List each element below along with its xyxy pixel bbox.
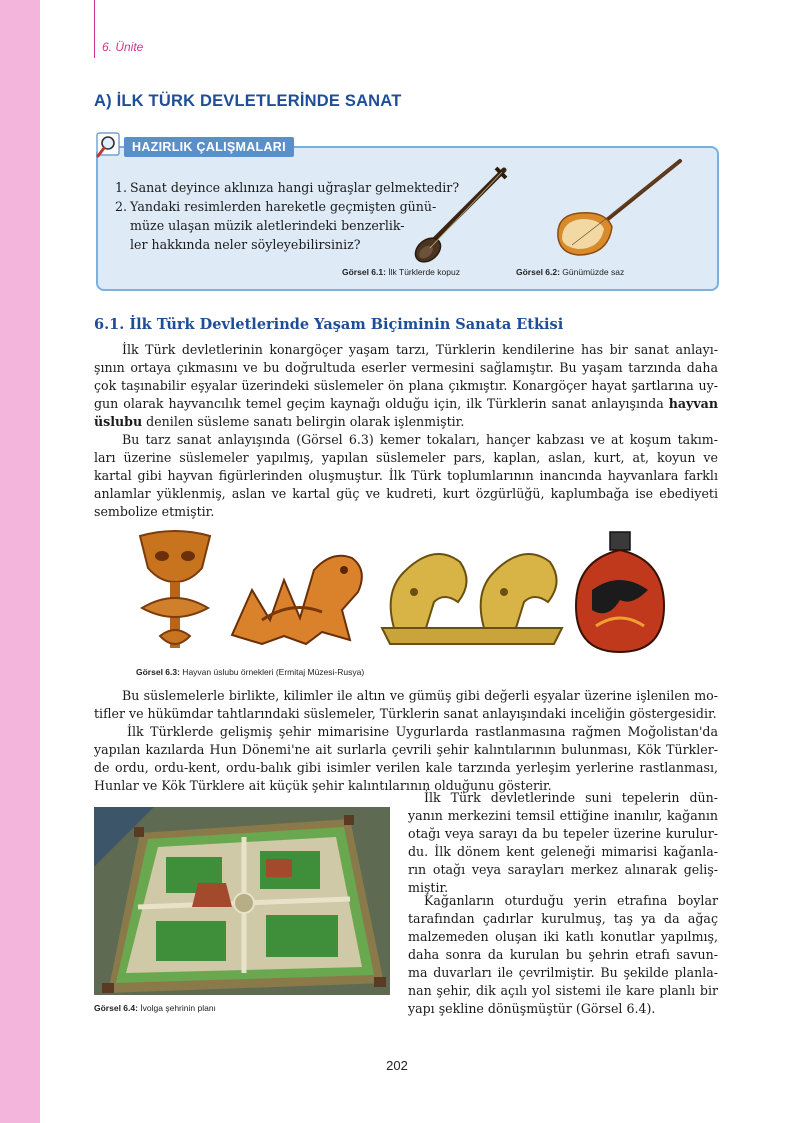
paragraph-4-line: de ordu, ordu-kent, ordu-balık gibi isimler verilen kale tarzında yerleşim yerlerine rastlanması,: [94, 760, 718, 775]
section-title: A) İLK TÜRK DEVLETLERİNDE SANAT: [94, 92, 402, 110]
paragraph-6-line: tarafından çadırlar kurulmuş, taş ya da ağaç: [408, 911, 718, 926]
paragraph-6-line: malzemeden oluşan iki katlı konutlar yapılmış,: [408, 929, 718, 944]
paragraph-1-line: şının ortaya çıkmasını ve bu doğrultuda eserler vermesini sağlamıştır. Bu yaşam tarzında daha: [94, 360, 718, 375]
figure-6-2-caption: Görsel 6.2: Günümüzde saz: [516, 267, 625, 277]
unit-rule: [94, 0, 95, 58]
paragraph-4-line: yapılan kazılarda Hun Dönemi'ne ait surlarla çevrili şehir kalıntılarının bulunması, Kök Türkler-: [94, 742, 718, 757]
figure-6-1-caption: Görsel 6.1: İlk Türklerde kopuz: [342, 267, 460, 277]
paragraph-1-line: İlk Türk devletlerinin konargöçer yaşam tarzı, Türklerin kendilerine has bir sanat anlayı-: [122, 342, 718, 357]
artifact-ibex-image: [374, 532, 570, 650]
paragraph-5-line: İlk Türk devletlerinde suni tepelerin dün-: [424, 790, 718, 805]
question-2: 2. Yandaki resimlerden hareketle geçmişten günü-: [115, 199, 437, 214]
preparation-tab: HAZIRLIK ÇALIŞMALARI: [124, 137, 294, 157]
paragraph-5-line: du. İlk dönem kent geleneği mimarisi kağanla-: [408, 844, 718, 859]
paragraph-3-line: Bu süslemelerle birlikte, kilimler ile altın ve gümüş gibi değerli eşyalar üzerine işlenilen mo-: [122, 688, 718, 703]
magnifier-icon: [96, 131, 124, 161]
paragraph-5-line: yanın merkezini temsil ettiğine inanılır, kağanın: [408, 808, 718, 823]
paragraph-6-line: Kağanların oturduğu yerin etrafına boylar: [424, 893, 718, 908]
paragraph-2-line: anlamlar yüklenmiş, aslan ve kartal güç ve kudreti, kurt özgürlüğü, kaplumbağa ise ebediyeti: [94, 486, 718, 501]
paragraph-1-line: çok taşınabilir eşyalar üzerindeki süslemeler ön plana çıkmıştır. Konargöçer hayat şartlarına uy-: [94, 378, 718, 393]
page-margin-band: [0, 0, 40, 1123]
saz-image: [548, 155, 698, 265]
question-1: 1. Sanat deyince aklınıza hangi uğraşlar gelmektedir?: [115, 180, 460, 195]
question-2-line-3: ler hakkında neler söyleyebilirsiniz?: [130, 237, 361, 252]
paragraph-1-line: gun olarak hayvancılık temel geçim kaynağı olduğu için, ilk Türklerin sanat anlayışında hayvan: [94, 396, 718, 411]
paragraph-3-line: tifler ve hükümdar tahtlarındaki süslemeler, Türklerin sanat anlayışındaki inceliğin göstergesidir.: [94, 706, 717, 721]
kopuz-image: [400, 160, 510, 270]
figure-6-3-caption: Görsel 6.3: Hayvan üslubu örnekleri (Ermitaj Müzesi-Rusya): [136, 667, 365, 677]
artifact-flask-image: [572, 530, 668, 654]
figure-6-4-caption: Görsel 6.4: İvolga şehrinin planı: [94, 1003, 216, 1013]
paragraph-5-line: miştir.: [408, 880, 449, 895]
paragraph-5-line: otağı veya sarayı da bu tepeler üzerine kurulur-: [408, 826, 718, 841]
paragraph-6-line: nan şehir, dik açılı yol sistemi ile kare planlı bir: [408, 983, 718, 998]
unit-label: 6. Ünite: [102, 40, 144, 54]
paragraph-2-line: kartal gibi hayvan figürlerinden oluşmuştur. İlk Türk toplumlarının inancında hayvanlara farklı: [94, 468, 718, 483]
paragraph-6-line: yapı şekline dönüşmüştür (Görsel 6.4).: [408, 1001, 656, 1016]
paragraph-2-line: ları üzerine süslemeler yapılmış, yapılan süslemeler pars, kaplan, aslan, kurt, at, koyun ve: [94, 450, 718, 465]
paragraph-2-line: Bu tarz sanat anlayışında (Görsel 6.3) kemer tokaları, hançer kabzası ve at koşum takım-: [122, 432, 718, 447]
paragraph-4-line: Hunlar ve Kök Türklere ait küçük şehir kalıntılarının olduğunu gösterir.: [94, 778, 552, 793]
page-number: 202: [386, 1058, 408, 1073]
paragraph-2-line: sembolize etmiştir.: [94, 504, 215, 519]
paragraph-6-line: ma duvarları ile çevrilmiştir. Bu şekilde planla-: [408, 965, 718, 980]
paragraph-1-line: üslubu denilen süsleme sanatı belirgin olarak işlenmiştir.: [94, 414, 465, 429]
paragraph-4-line: İlk Türklerde gelişmiş şehir mimarisine Uygurlarda rastlanmasına rağmen Moğolistan'da: [127, 724, 718, 739]
paragraph-5-line: rın otağı veya sarayları merkez alınarak geliş-: [408, 862, 718, 877]
artifact-mask-image: [130, 528, 220, 656]
subsection-heading: 6.1. İlk Türk Devletlerinde Yaşam Biçiminin Sanata Etkisi: [94, 316, 564, 333]
paragraph-6-line: daha sonra da kurulan bu şehrin etrafı savun-: [408, 947, 718, 962]
ivolga-city-plan-image: [94, 807, 390, 995]
question-2-line-2: müze ulaşan müzik aletlerindeki benzerlik-: [130, 218, 405, 233]
artifact-tiger-image: [222, 540, 372, 650]
